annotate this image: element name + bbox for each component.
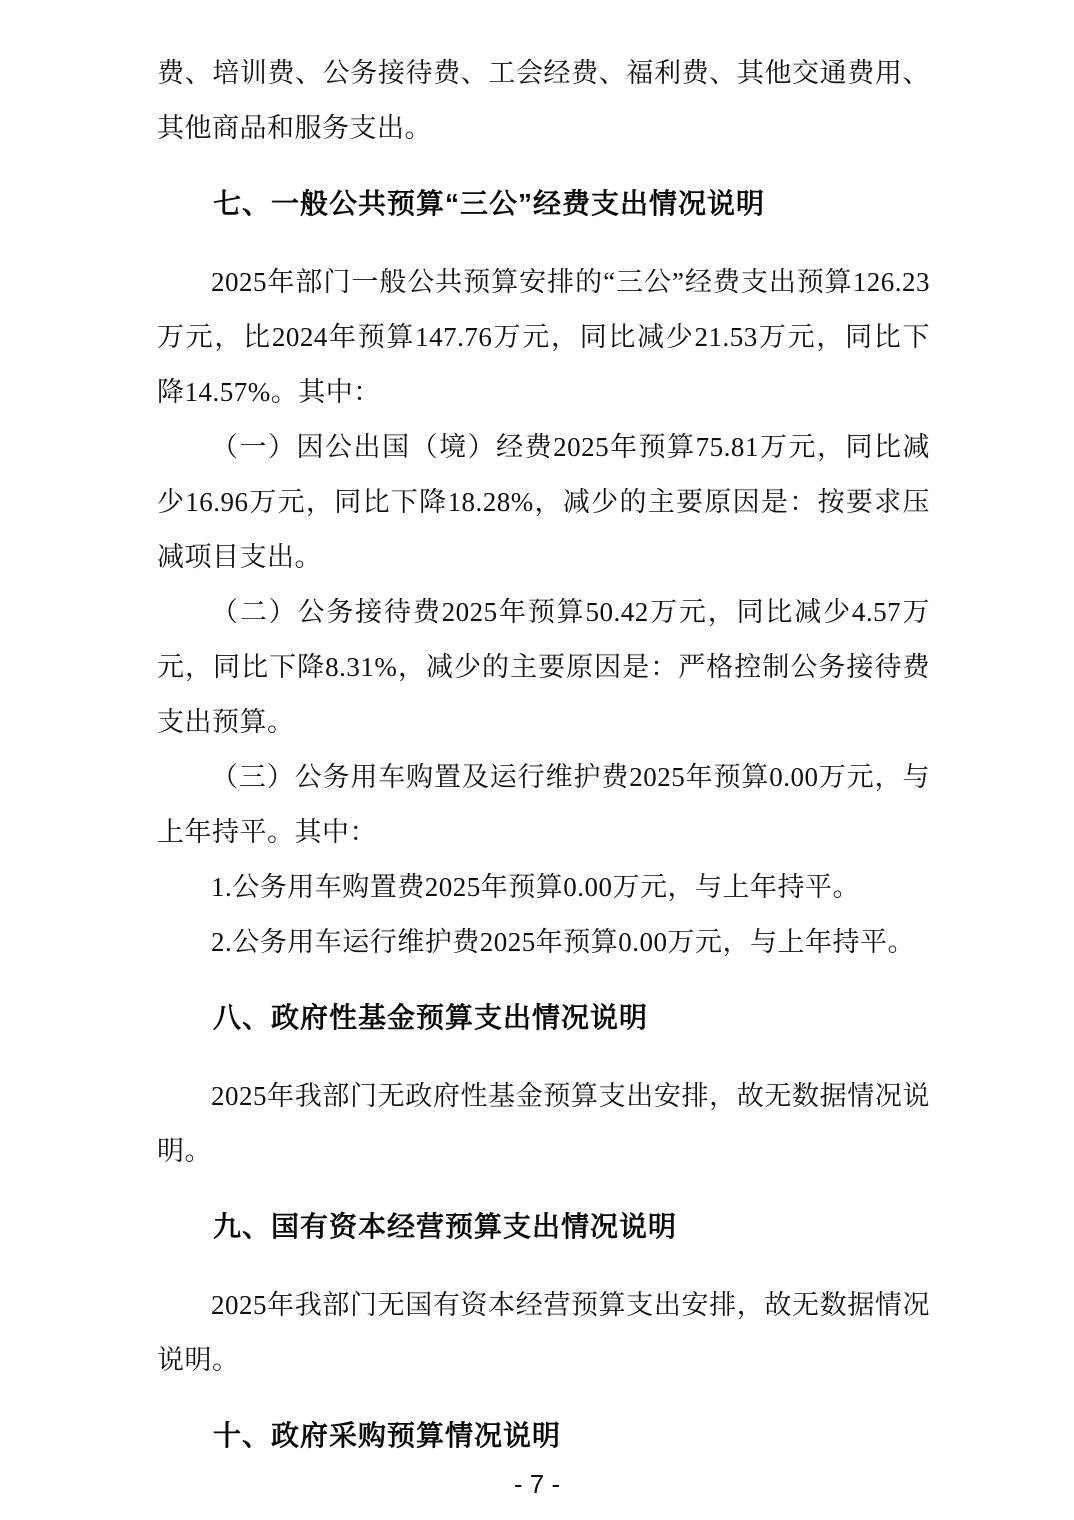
- paragraph-continuation: 费、培训费、公务接待费、工会经费、福利费、其他交通费用、其他商品和服务支出。: [157, 58, 930, 143]
- page-number: - 7 -: [513, 1469, 561, 1499]
- paragraph-sanggong-summary: 2025年部门一般公共预算安排的“三公”经费支出预算126.23万元，比2024年预算147.76万元，同比减少21.53万元，同比下降14.57%。其中：: [157, 267, 930, 407]
- paragraph-vehicle-maintenance: 2.公务用车运行维护费2025年预算0.00万元，与上年持平。: [211, 927, 915, 957]
- paragraph-reception-expense: （二）公务接待费2025年预算50.42万元，同比减少4.57万元，同比下降8.31%，减少的主要原因是：严格控制公务接待费支出预算。: [157, 597, 930, 737]
- section-heading-8: 八、政府性基金预算支出情况说明: [213, 1002, 649, 1033]
- document-content: [157, 46, 930, 1487]
- paragraph-state-capital: 2025年我部门无国有资本经营预算支出安排，故无数据情况说明。: [157, 1290, 930, 1375]
- section-heading-9: 九、国有资本经营预算支出情况说明: [213, 1211, 678, 1242]
- paragraph-abroad-expense: （一）因公出国（境）经费2025年预算75.81万元，同比减少16.96万元，同比下降18.28%，减少的主要原因是：按要求压减项目支出。: [157, 432, 930, 572]
- paragraph-vehicle-expense: （三）公务用车购置及运行维护费2025年预算0.00万元，与上年持平。其中：: [157, 762, 930, 847]
- paragraph-government-fund: 2025年我部门无政府性基金预算支出安排，故无数据情况说明。: [157, 1081, 930, 1166]
- section-heading-10: 十、政府采购预算情况说明: [213, 1420, 562, 1451]
- section-heading-7: 七、一般公共预算“三公”经费支出情况说明: [213, 188, 766, 219]
- paragraph-vehicle-purchase: 1.公务用车购置费2025年预算0.00万元，与上年持平。: [211, 872, 860, 902]
